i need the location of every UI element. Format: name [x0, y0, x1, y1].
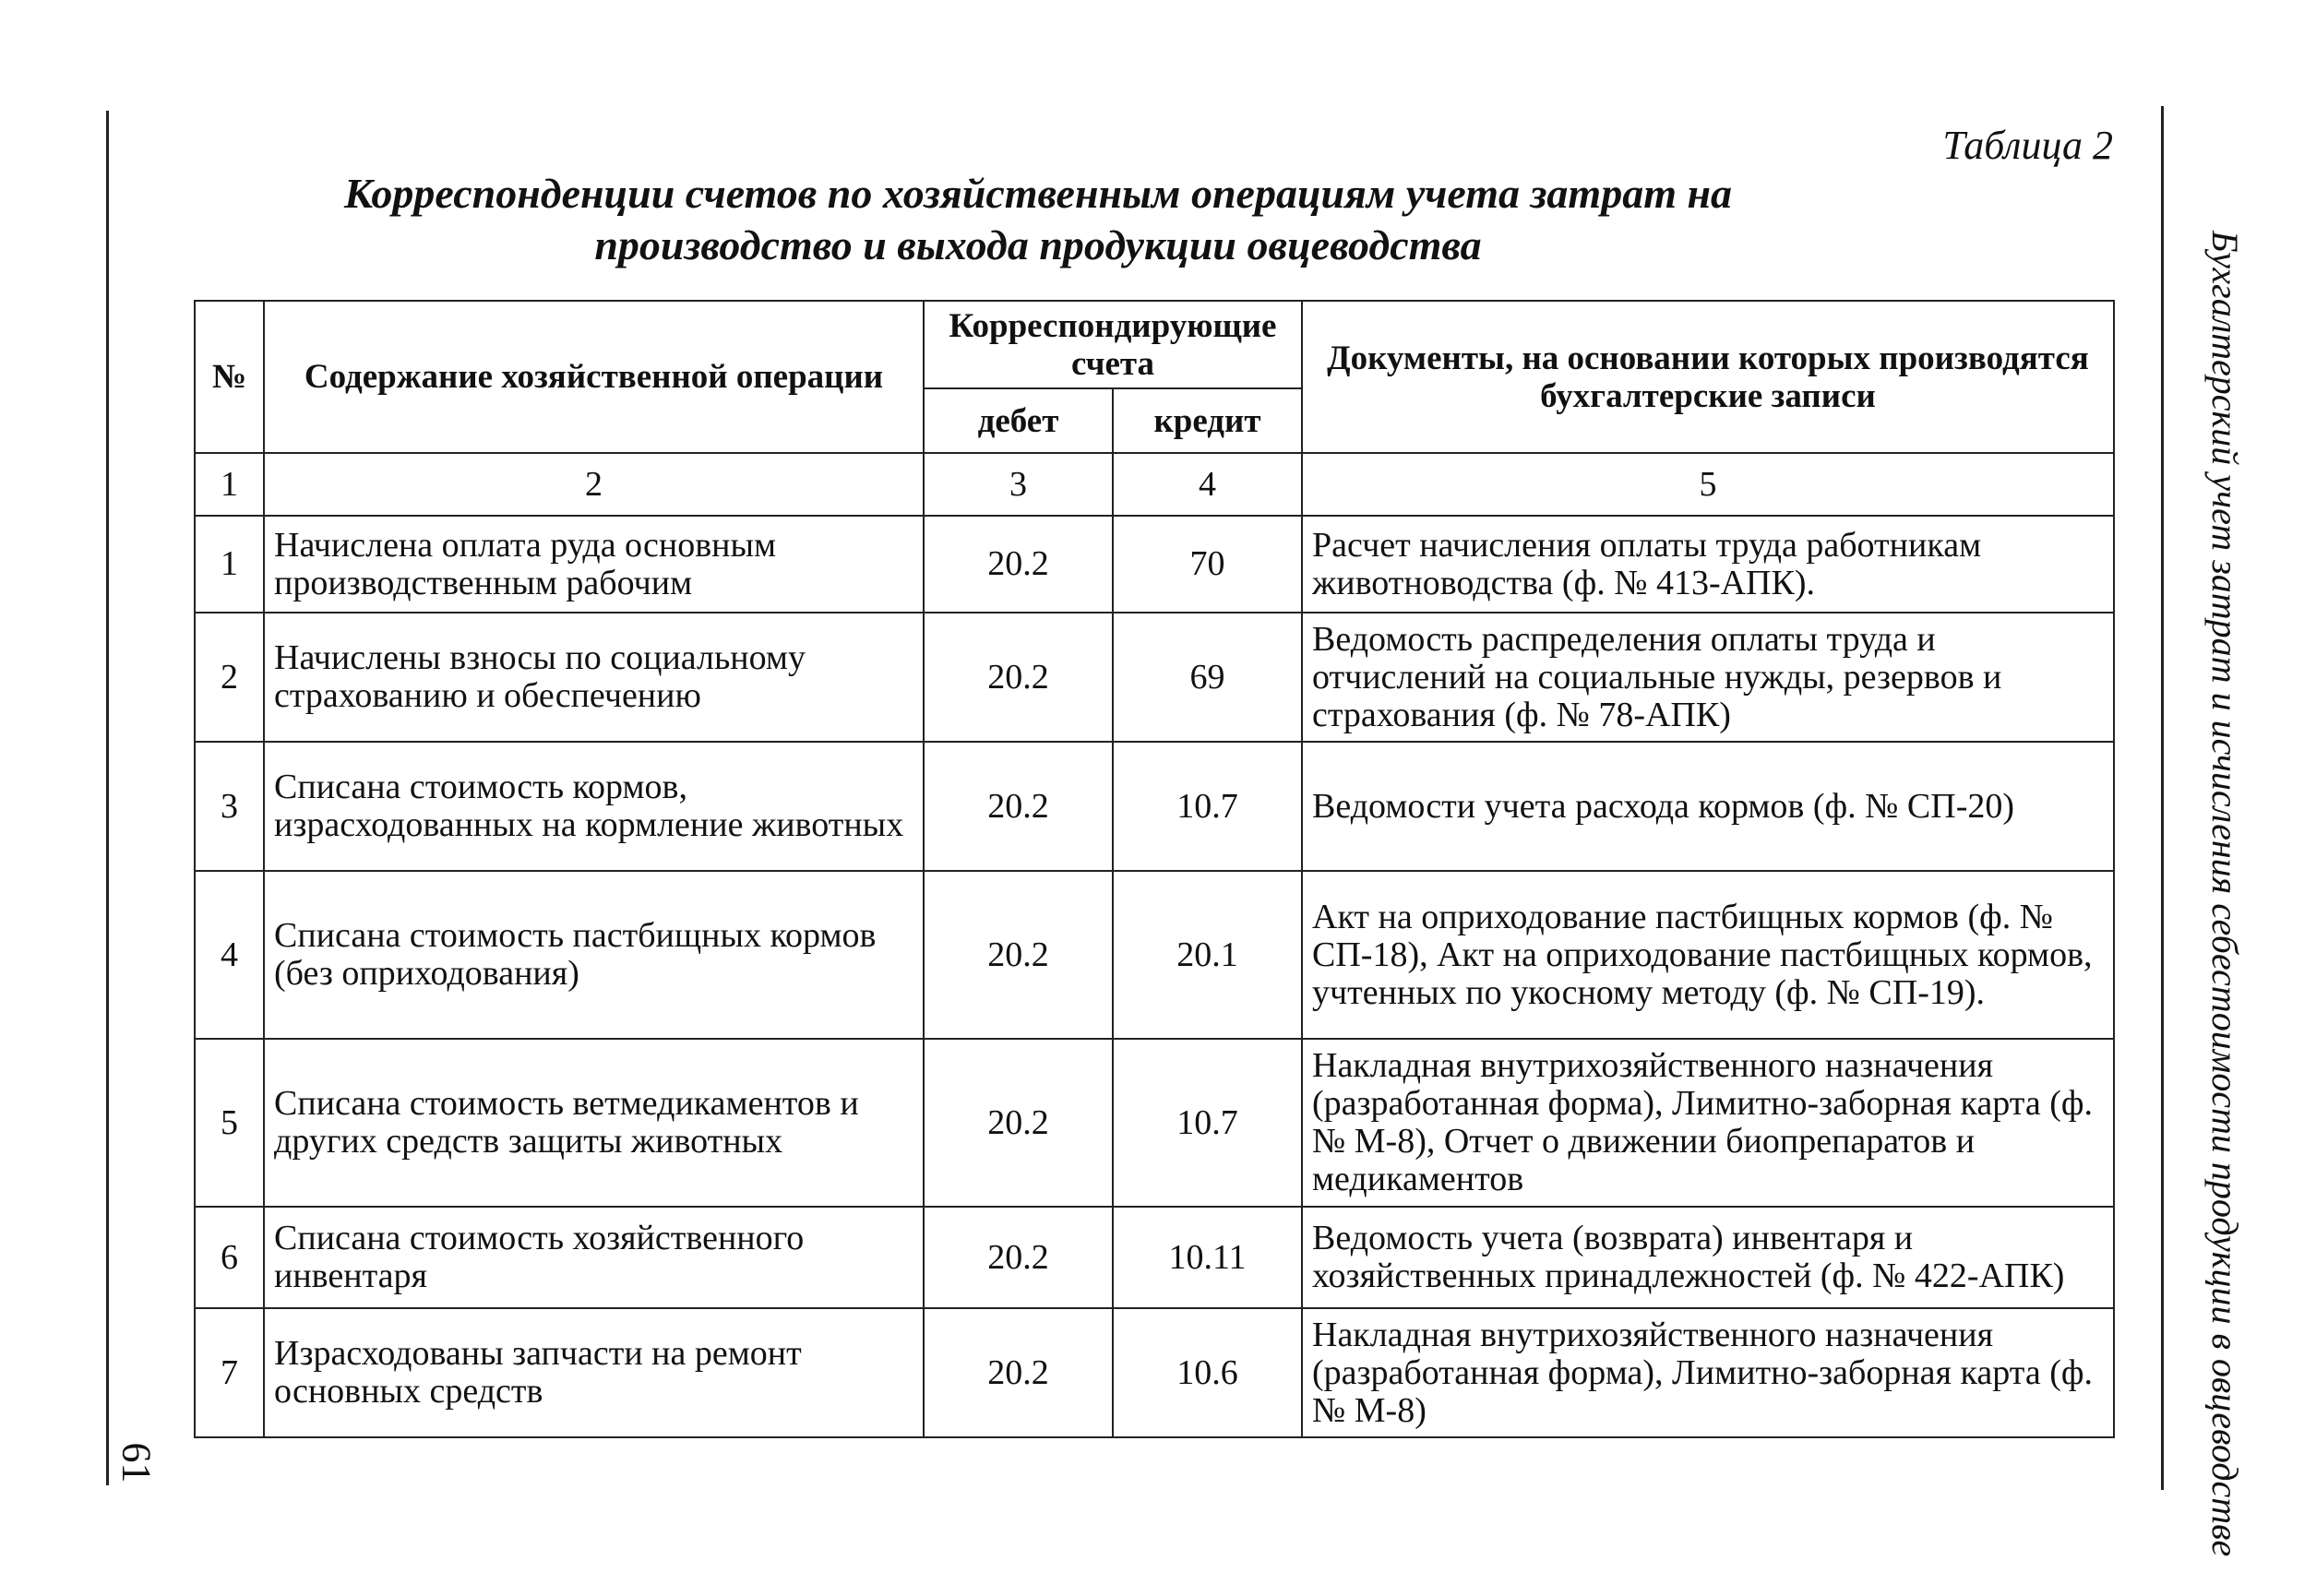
right-margin-rule [2161, 106, 2164, 1490]
column-number: 5 [1302, 453, 2114, 516]
row-credit: 70 [1113, 516, 1302, 613]
row-documents: Ведомость распределения оплаты труда и отчислений на социальные нужды, резервов и страхования (ф. № 78-АПК) [1302, 613, 2114, 742]
row-no: 5 [195, 1039, 264, 1207]
column-number: 2 [264, 453, 924, 516]
row-operation: Списана стоимость хозяйственного инвентаря [264, 1207, 924, 1308]
row-operation: Списана стоимость кормов, израсходованных на кормление животных [264, 742, 924, 871]
table-label: Таблица 2 [1942, 123, 2113, 168]
table-row [195, 613, 2114, 742]
left-margin-rule [106, 111, 109, 1485]
row-debit: 20.2 [924, 1308, 1113, 1437]
row-documents: Акт на оприходование пастбищных кормов (ф. № СП-18), Акт на оприходование пастбищных кормов, учтенных по укосному методу (ф. № СП-19). [1302, 871, 2114, 1039]
row-documents: Ведомость учета (возврата) инвентаря и хозяйственных принадлежностей (ф. № 422-АПК) [1302, 1207, 2114, 1308]
column-number: 4 [1113, 453, 1302, 516]
row-no: 4 [195, 871, 264, 1039]
row-credit: 10.11 [1113, 1207, 1302, 1308]
row-documents: Расчет начисления оплаты труда работникам животноводства (ф. № 413-АПК). [1302, 516, 2114, 613]
row-no: 7 [195, 1308, 264, 1437]
page-number: 61 [113, 1442, 160, 1483]
row-debit: 20.2 [924, 516, 1113, 613]
table-row [195, 742, 2114, 871]
row-operation: Списана стоимость пастбищных кормов (без оприходования) [264, 871, 924, 1039]
row-debit: 20.2 [924, 871, 1113, 1039]
row-debit: 20.2 [924, 742, 1113, 871]
header-credit: кредит [1113, 388, 1302, 453]
column-number: 1 [195, 453, 264, 516]
row-no: 3 [195, 742, 264, 871]
row-debit: 20.2 [924, 613, 1113, 742]
row-credit: 10.7 [1113, 742, 1302, 871]
header-documents: Документы, на основании которых производятся бухгалтерские записи [1302, 301, 2114, 453]
row-documents: Ведомости учета расхода кормов (ф. № СП-20) [1302, 742, 2114, 871]
table-row [195, 871, 2114, 1039]
row-operation: Начислены взносы по социальному страхованию и обеспечению [264, 613, 924, 742]
accounting-entries-table [194, 300, 2115, 1438]
table-row [195, 1308, 2114, 1437]
running-title: Бухгалтерский учет затрат и исчисления себестоимости продукции в овцеводстве [2204, 231, 2246, 1557]
table-row [195, 1039, 2114, 1207]
header-no: № [195, 301, 264, 453]
header-accounts: Корреспондирующие счета [924, 301, 1302, 388]
row-no: 2 [195, 613, 264, 742]
row-operation: Списана стоимость ветмедикаментов и других средств защиты животных [264, 1039, 924, 1207]
table-row [195, 1207, 2114, 1308]
row-credit: 10.7 [1113, 1039, 1302, 1207]
row-no: 1 [195, 516, 264, 613]
table-title: Корреспонденции счетов по хозяйственным операциям учета затрат на производство и выхода продукции овцеводства [343, 170, 1733, 268]
row-operation: Начислена оплата руда основным производственным рабочим [264, 516, 924, 613]
row-no: 6 [195, 1207, 264, 1308]
row-documents: Накладная внутрихозяйственного назначения (разработанная форма), Лимитно-заборная карта (ф. № М-8), Отчет о движении биопрепаратов и медикаментов [1302, 1039, 2114, 1207]
header-debit: дебет [924, 388, 1113, 453]
row-debit: 20.2 [924, 1207, 1113, 1308]
table-row [195, 516, 2114, 613]
row-credit: 20.1 [1113, 871, 1302, 1039]
header-operation: Содержание хозяйственной операции [264, 301, 924, 453]
row-credit: 69 [1113, 613, 1302, 742]
column-number: 3 [924, 453, 1113, 516]
row-debit: 20.2 [924, 1039, 1113, 1207]
row-operation: Израсходованы запчасти на ремонт основных средств [264, 1308, 924, 1437]
row-credit: 10.6 [1113, 1308, 1302, 1437]
row-documents: Накладная внутрихозяйственного назначения (разработанная форма), Лимитно-заборная карта (ф. № М-8) [1302, 1308, 2114, 1437]
